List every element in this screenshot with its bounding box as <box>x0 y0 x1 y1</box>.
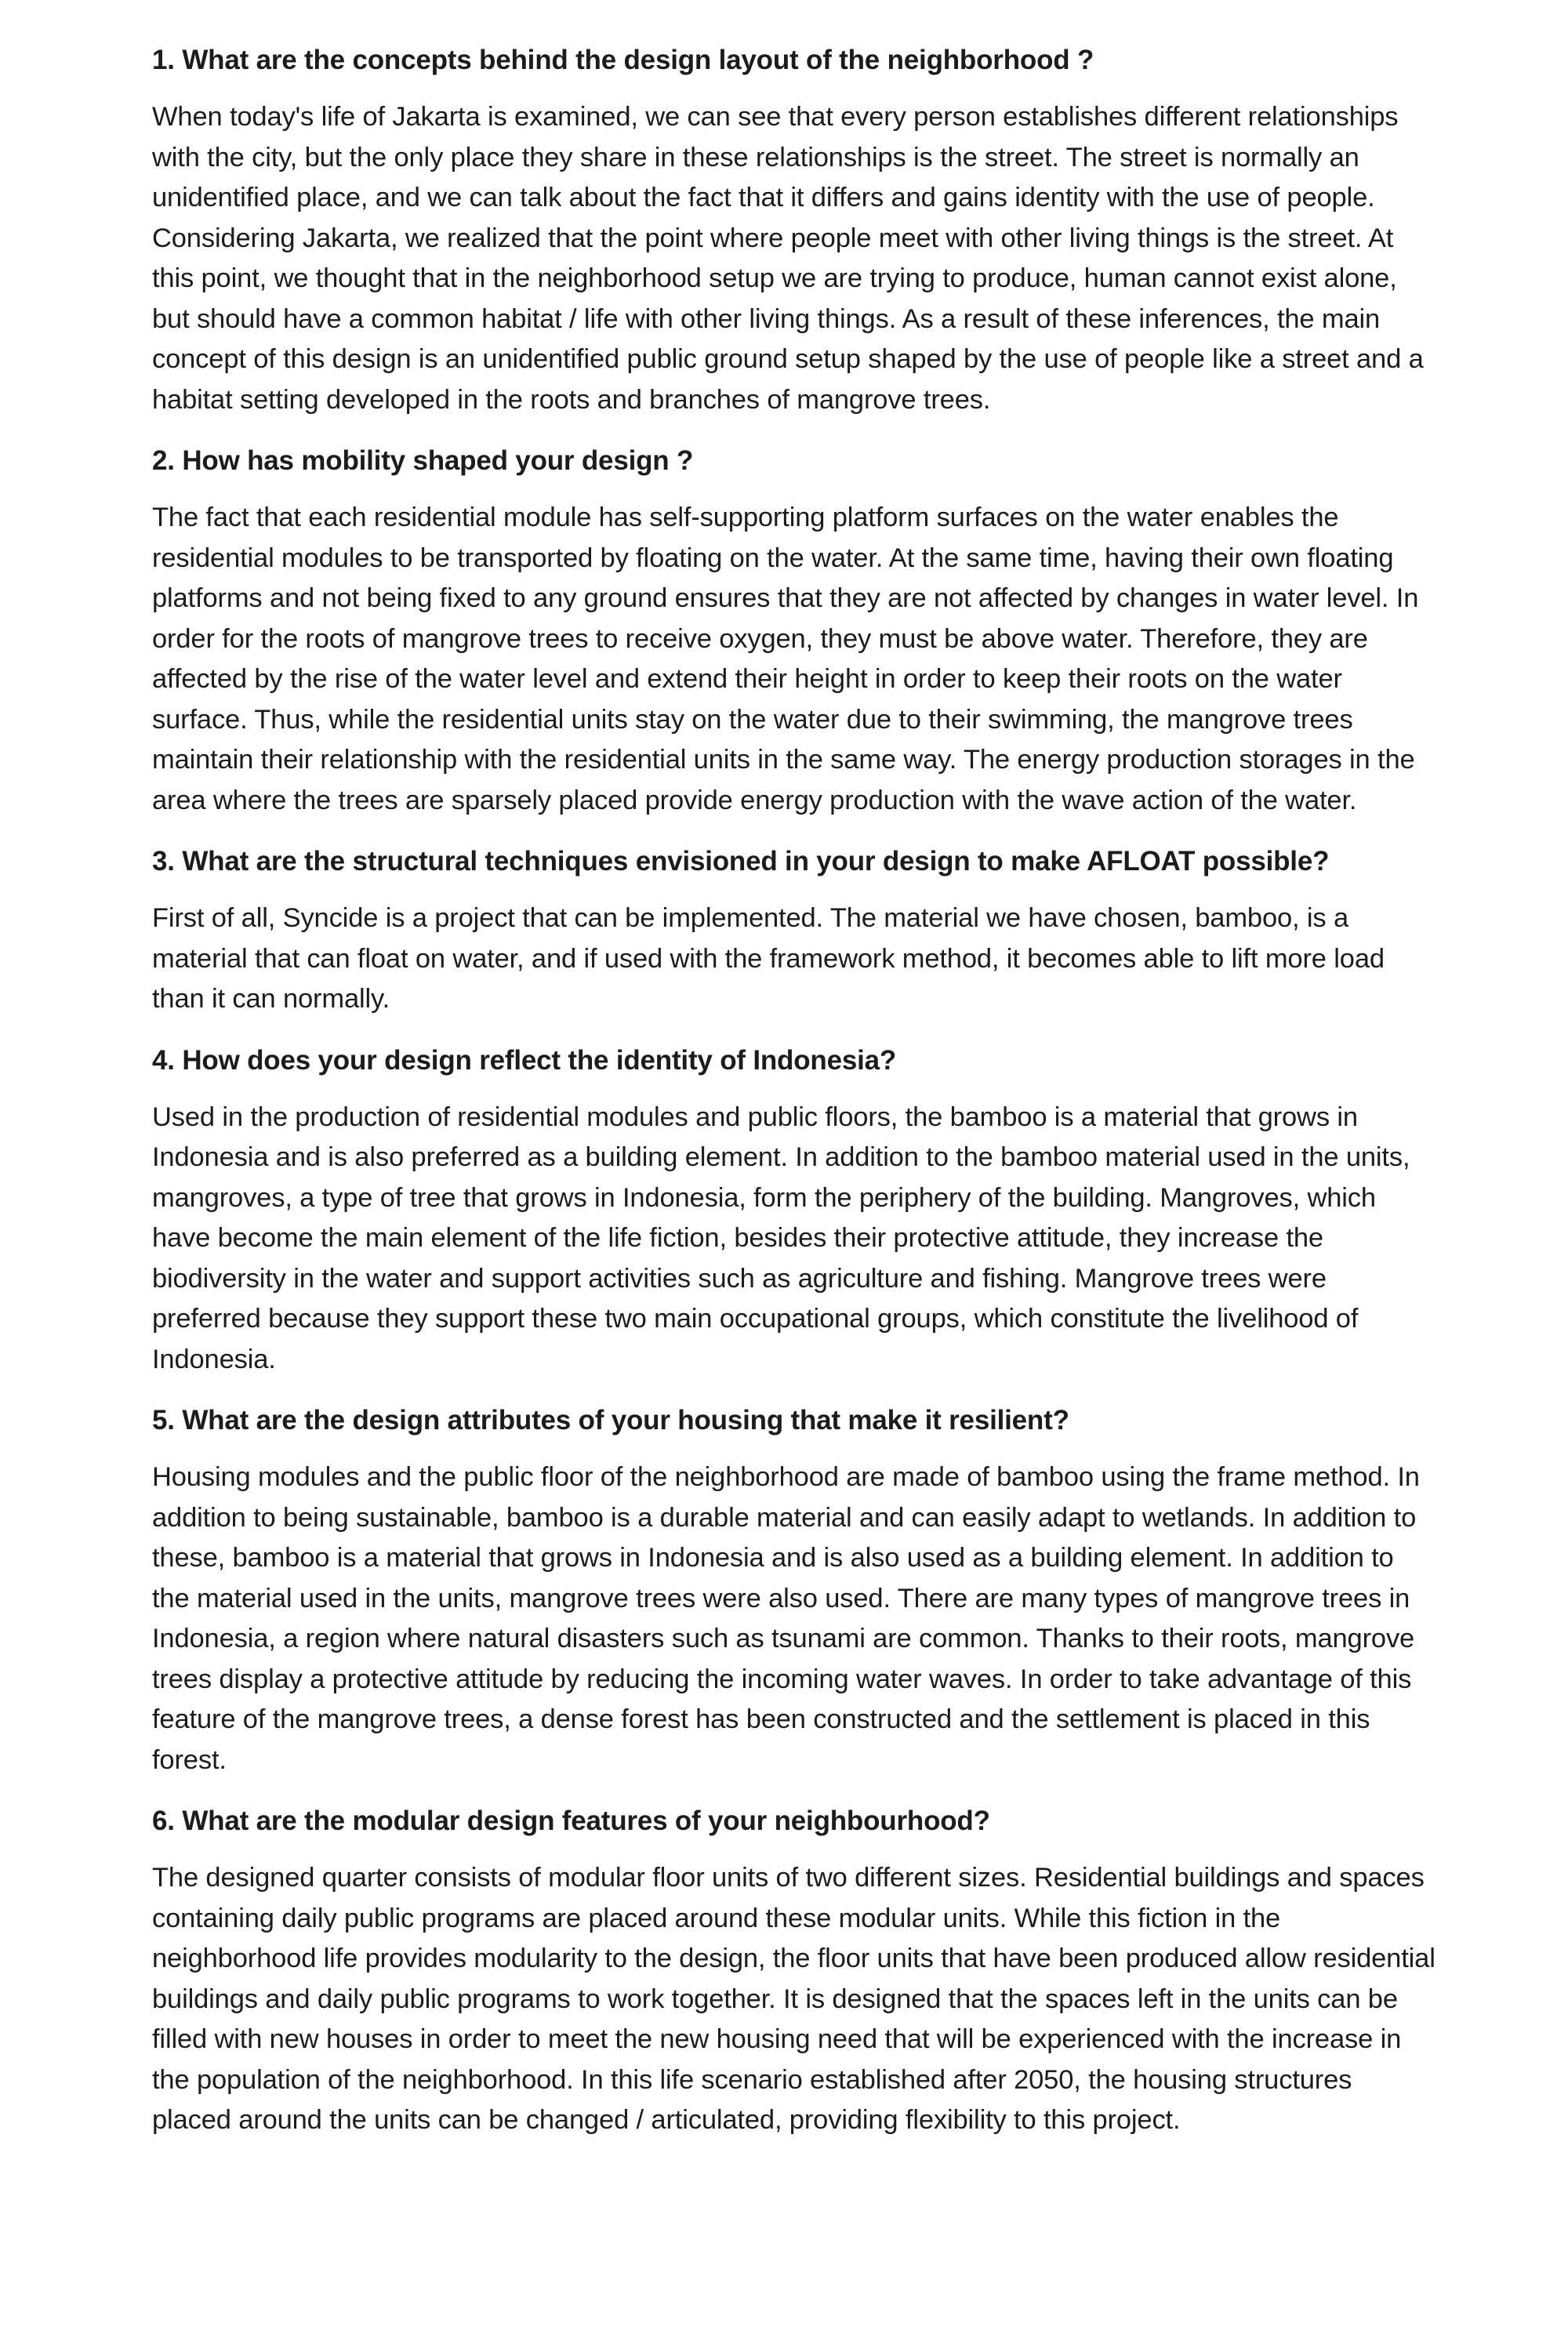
question-heading-6: 6. What are the modular design features of your neighbourhood? <box>152 1806 990 1836</box>
answer-paragraph-5: Housing modules and the public floor of the neighborhood are made of bamboo using the frame method. In addition to being sustainable, bamboo is a durable material and can easily adapt to wetlands. In addition to these, bamboo is a material that grows in Indonesia and is also used as a building element. In addition to the material used in the units, mangrove trees were also used. There are many types of mangrove trees in Indonesia, a region where natural disasters such as tsunami are common. Thanks to their roots, mangrove trees display a protective attitude by reducing the incoming water waves. In order to take advantage of this feature of the mangrove trees, a dense forest has been constructed and the settlement is placed in this forest. <box>152 1462 1420 1775</box>
qa-section-3 <box>152 842 1438 1020</box>
qa-section-2 <box>152 441 1438 821</box>
question-heading-1: 1. What are the concepts behind the design layout of the neighborhood ? <box>152 45 1094 75</box>
qa-section-4 <box>152 1041 1438 1381</box>
qa-section-6 <box>152 1802 1438 2141</box>
answer-paragraph-3: First of all, Syncide is a project that can be implemented. The material we have chosen, bamboo, is a material that can float on water, and if used with the framework method, it becomes able to lift more load than it can normally. <box>152 903 1385 1014</box>
question-heading-5: 5. What are the design attributes of your housing that make it resilient? <box>152 1405 1069 1436</box>
qa-section-5 <box>152 1401 1438 1780</box>
answer-paragraph-1: When today's life of Jakarta is examined, we can see that every person establishes different relationships with the city, but the only place they share in these relationships is the street. The street is normally an unidentified place, and we can talk about the fact that it differs and gains identity with the use of people. Considering Jakarta, we realized that the point where people meet with other living things is the street. At this point, we thought that in the neighborhood setup we are trying to produce, human cannot exist alone, but should have a common habitat / life with other living things. As a result of these inferences, the main concept of this design is an unidentified public ground setup shaped by the use of people like a street and a habitat setting developed in the roots and branches of mangrove trees. <box>152 102 1424 415</box>
question-heading-2: 2. How has mobility shaped your design ? <box>152 445 694 476</box>
answer-paragraph-6: The designed quarter consists of modular floor units of two different sizes. Residential buildings and spaces containing daily public programs are placed around these modular units. While this fiction in the neighborhood life provides modularity to the design, the floor units that have been produced allow residential buildings and daily public programs to work together. It is designed that the spaces left in the units can be filled with new houses in order to meet the new housing need that will be experienced with the increase in the population of the neighborhood. In this life scenario established after 2050, the housing structures placed around the units can be changed / articulated, providing flexibility to this project. <box>152 1863 1436 2135</box>
qa-section-1 <box>152 41 1438 420</box>
question-heading-3: 3. What are the structural techniques envisioned in your design to make AFLOAT possible? <box>152 846 1330 877</box>
answer-paragraph-4: Used in the production of residential modules and public floors, the bamboo is a material that grows in Indonesia and is also preferred as a building element. In addition to the bamboo material used in the units, mangroves, a type of tree that grows in Indonesia, form the periphery of the building. Mangroves, which have become the main element of the life fiction, besides their protective attitude, they increase the biodiversity in the water and support activities such as agriculture and fishing. Mangrove trees were preferred because they support these two main occupational groups, which constitute the livelihood of Indonesia. <box>152 1102 1410 1374</box>
question-heading-4: 4. How does your design reflect the identity of Indonesia? <box>152 1044 897 1076</box>
answer-paragraph-2: The fact that each residential module has self-supporting platform surfaces on the water enables the residential modules to be transported by floating on the water. At the same time, having their own floating platforms and not being fixed to any ground ensures that they are not affected by changes in water level. In order for the roots of mangrove trees to receive oxygen, they must be above water. Therefore, they are affected by the rise of the water level and extend their height in order to keep their roots on the water surface. Thus, while the residential units stay on the water due to their swimming, the mangrove trees maintain their relationship with the residential units in the same way. The energy production storages in the area where the trees are sparsely placed provide energy production with the wave action of the water. <box>152 503 1419 815</box>
document-page <box>152 41 1438 2162</box>
